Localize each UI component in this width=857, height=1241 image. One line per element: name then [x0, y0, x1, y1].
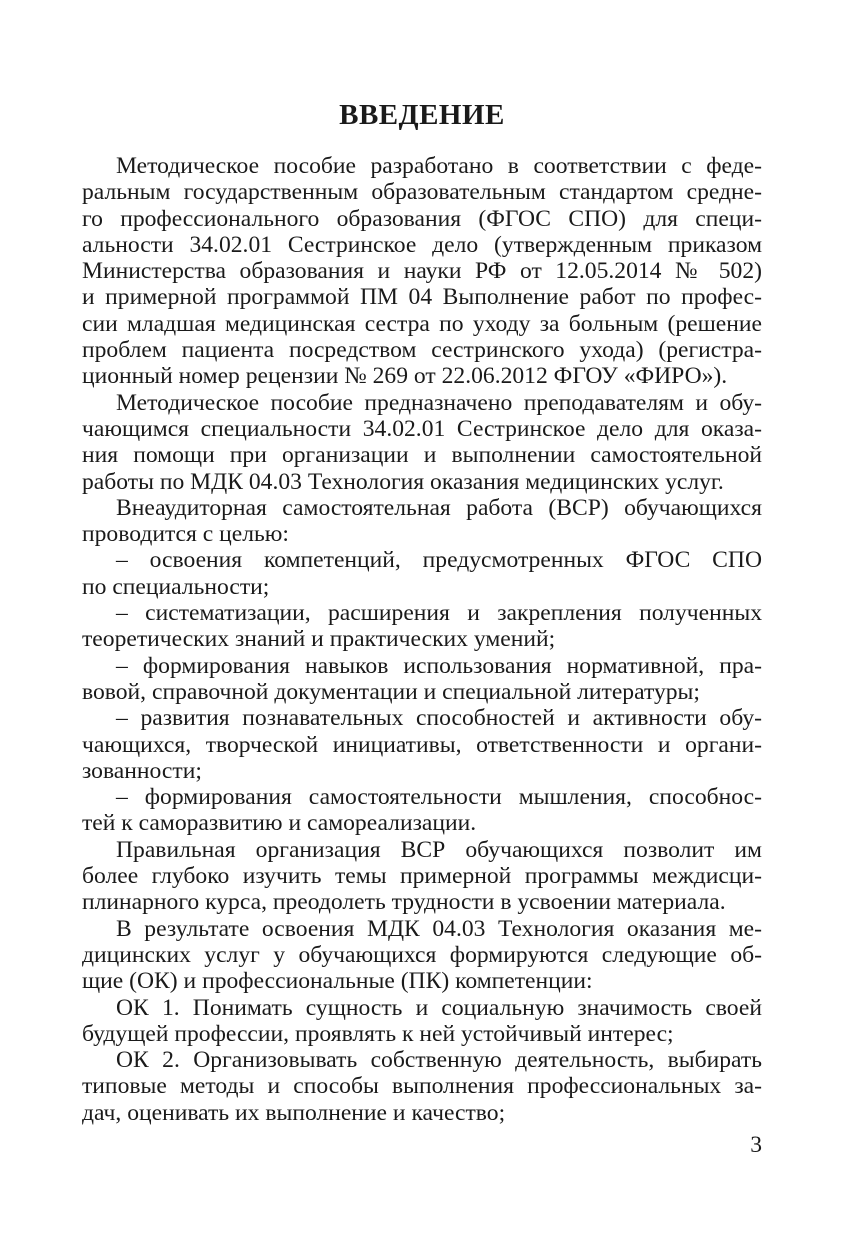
text-line: дицинских услуг у обучающихся формируются следующие об-	[82, 941, 762, 968]
text-line: теоретических знаний и практических умений;	[82, 626, 556, 653]
text-line: дач, оценивать их выполнение и качество;	[82, 1099, 506, 1126]
paragraph	[82, 495, 762, 548]
text-line: – формирования самостоятельности мышления, способнос-	[116, 784, 762, 811]
text-line: – формирования навыков использования нормативной, пра-	[116, 652, 762, 679]
page-title: ВВЕДЕНИЕ	[339, 99, 505, 131]
paragraph	[82, 390, 762, 495]
text-line: более глубоко изучить темы примерной программы междисци-	[82, 863, 762, 890]
page-number: 3	[750, 1132, 762, 1158]
paragraph	[82, 653, 762, 706]
text-line: Министерства образования и науки РФ от 12.05.2014 № 502)	[82, 258, 762, 285]
text-line: го профессионального образования (ФГОС СПО) для специ-	[82, 205, 762, 232]
text-line: ральным государственным образовательным стандартом средне-	[82, 179, 762, 206]
paragraph	[82, 547, 762, 600]
text-line: – систематизации, расширения и закрепления полученных	[116, 600, 762, 627]
text-line: ционный номер рецензии № 269 от 22.06.2012 ФГОУ «ФИРО»).	[82, 363, 728, 390]
text-line: ОК 1. Понимать сущность и социальную значимость своей	[116, 994, 762, 1021]
text-line: сии младшая медицинская сестра по уходу за больным (решение	[82, 310, 762, 337]
text-line: щие (ОК) и профессиональные (ПК) компетенции:	[82, 968, 593, 995]
text-line: типовые методы и способы выполнения профессиональных за-	[82, 1073, 762, 1100]
paragraph	[82, 600, 762, 653]
text-line: ния помощи при организации и выполнении самостоятельной	[82, 442, 762, 469]
text-line: – освоения компетенций, предусмотренных ФГОС СПО	[116, 547, 762, 574]
paragraph	[82, 784, 762, 837]
text-line: Внеаудиторная самостоятельная работа (ВСР) обучающихся	[116, 494, 762, 521]
text-line: по специальности;	[82, 573, 270, 600]
text-line: альности 34.02.01 Сестринское дело (утвержденным приказом	[82, 231, 762, 258]
text-line: Методическое пособие предназначено преподавателям и обу-	[116, 389, 762, 416]
text-line: чающимся специальности 34.02.01 Сестринское дело для оказа-	[82, 415, 762, 442]
text-line: чающихся, творческой инициативы, ответственности и органи-	[82, 731, 762, 758]
paragraph	[82, 153, 762, 390]
text-line: проблем пациента посредством сестринского ухода) (регистра-	[82, 337, 762, 364]
paragraph	[82, 995, 762, 1048]
text-line: – развития познавательных способностей и активности обу-	[116, 705, 762, 732]
paragraph	[82, 916, 762, 995]
text-line: тей к саморазвитию и самореализации.	[82, 810, 477, 837]
text-line: вовой, справочной документации и специальной литературы;	[82, 678, 700, 705]
text-line: В результате освоения МДК 04.03 Технология оказания ме-	[116, 915, 762, 942]
text-line: работы по МДК 04.03 Технология оказания медицинских услуг.	[82, 468, 724, 495]
text-line: Методическое пособие разработано в соответствии с феде-	[116, 153, 762, 179]
text-line: и примерной программой ПМ 04 Выполнение работ по профес-	[82, 284, 762, 311]
body-text	[82, 153, 762, 1126]
text-line: ОК 2. Организовывать собственную деятельность, выбирать	[116, 1047, 762, 1074]
paragraph	[82, 705, 762, 784]
document-page	[82, 95, 762, 1126]
text-line: проводится с целью:	[82, 521, 289, 548]
paragraph	[82, 837, 762, 916]
text-line: зованности;	[82, 757, 202, 784]
paragraph	[82, 1047, 762, 1126]
text-line: плинарного курса, преодолеть трудности в усвоении материала.	[82, 889, 726, 916]
text-line: Правильная организация ВСР обучающихся позволит им	[116, 836, 762, 863]
text-line: будущей профессии, проявлять к ней устойчивый интерес;	[82, 1020, 674, 1047]
